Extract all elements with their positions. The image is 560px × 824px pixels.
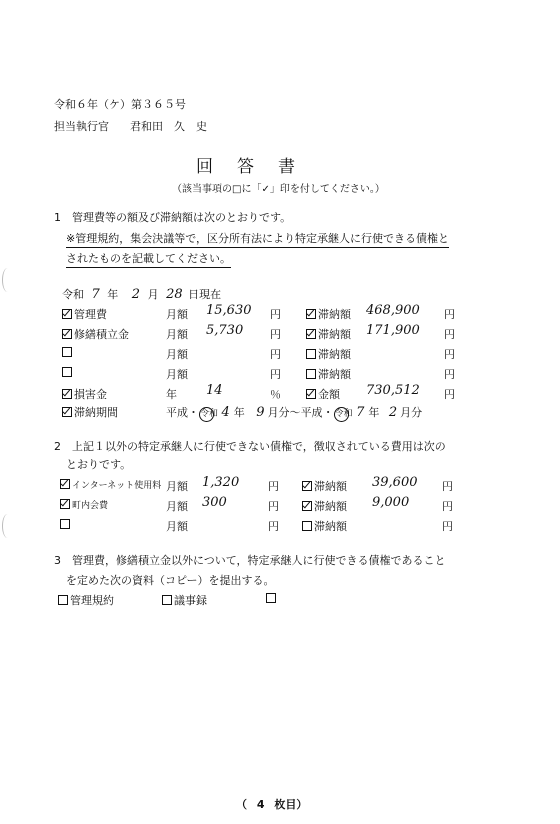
date-day-value: 28 <box>166 287 183 302</box>
row-checkbox[interactable] <box>62 329 72 339</box>
period-range <box>166 404 422 422</box>
era-separator: ・ <box>322 406 334 419</box>
year-suffix: 年 <box>368 406 380 419</box>
case-number: 令和６年（ケ）第３６５号 <box>54 98 186 111</box>
arrears-amount: 171,900 <box>366 323 420 338</box>
fee-amount: 1,320 <box>202 475 240 490</box>
period-era-b: 平成 <box>300 406 323 419</box>
fee-period: 月額 <box>166 480 188 493</box>
fee-row-label <box>62 326 129 342</box>
fee-period: 月額 <box>166 328 188 341</box>
fee-unit: 円 <box>268 520 279 533</box>
date-day-suffix: 日現在 <box>188 288 222 301</box>
section2-heading-line2: とおりです。 <box>66 458 132 471</box>
month-suffix: 月分 <box>400 406 423 419</box>
section3-heading-line2: を定めた次の資料（コピー）を提出する。 <box>66 574 275 587</box>
binder-hole-mark <box>2 268 13 292</box>
option-label: 議事録 <box>174 594 207 607</box>
arrears-label-text: 滞納額 <box>314 520 347 533</box>
arrears-label <box>306 326 351 342</box>
arrears-amount: 468,900 <box>366 303 420 318</box>
reiwa-circled-b: 令和 <box>334 407 349 422</box>
section2-heading-line1: 2 上記１以外の特定承継人に行使できない債権で，徴収されている費用は次の <box>54 440 446 453</box>
arrears-amount: 9,000 <box>372 495 410 510</box>
fee-period: 年 <box>166 388 177 401</box>
arrears-label <box>302 498 347 514</box>
year-suffix: 年 <box>233 406 245 419</box>
fee-amount: 300 <box>202 495 227 510</box>
arrears-checkbox[interactable] <box>306 329 316 339</box>
fee-row-label <box>62 346 74 359</box>
period-year-b: 7 <box>356 405 365 420</box>
arrears-checkbox[interactable] <box>306 369 316 379</box>
arrears-label-text: 滞納額 <box>318 328 351 341</box>
arrears-label <box>302 478 347 494</box>
arrears-label <box>306 306 351 322</box>
arrears-amount: 730,512 <box>366 383 420 398</box>
period-row <box>62 404 118 420</box>
date-year-value: 7 <box>91 287 100 302</box>
fee-period: 月額 <box>166 348 188 361</box>
page-footer <box>236 796 307 812</box>
arrears-unit: 円 <box>444 348 455 361</box>
section1-note-line1: ※管理規約，集会決議等で，区分所有法により特定承継人に行使できる債権と <box>66 230 449 248</box>
row-checkbox[interactable] <box>60 499 70 509</box>
arrears-unit: 円 <box>442 480 453 493</box>
fee-row-label <box>60 478 161 491</box>
arrears-checkbox[interactable] <box>302 481 312 491</box>
era-separator: ・ <box>188 406 199 419</box>
arrears-checkbox[interactable] <box>306 309 316 319</box>
fee-amount: 5,730 <box>206 323 244 338</box>
arrears-label <box>306 386 340 402</box>
date-month-suffix: 月 <box>147 288 159 301</box>
fee-label: 損害金 <box>74 388 107 401</box>
month-suffix: 月分〜 <box>267 406 301 419</box>
period-month-a: 9 <box>256 405 265 420</box>
document-title: 回答書 <box>196 157 319 177</box>
fee-label: 管理費 <box>74 308 107 321</box>
date-year-suffix: 年 <box>107 288 119 301</box>
fee-unit: ％ <box>270 388 281 401</box>
fee-unit: 円 <box>270 368 281 381</box>
arrears-label-text: 金額 <box>318 388 340 401</box>
arrears-label-text: 滞納額 <box>314 480 347 493</box>
fee-unit: 円 <box>270 348 281 361</box>
date-era: 令和 <box>62 288 84 301</box>
arrears-label <box>306 366 351 382</box>
period-checkbox[interactable] <box>62 407 72 417</box>
fee-period: 月額 <box>166 500 188 513</box>
section3-heading-line1: 3 管理費，修繕積立金以外について，特定承継人に行使できる債権であること <box>54 554 446 567</box>
fee-label: 町内会費 <box>72 501 109 511</box>
document-option <box>162 592 207 608</box>
fee-label: 修繕積立金 <box>74 328 129 341</box>
fee-unit: 円 <box>268 500 279 513</box>
document-option <box>58 592 114 608</box>
row-checkbox[interactable] <box>62 389 72 399</box>
arrears-amount: 39,600 <box>372 475 418 490</box>
section1-heading: 1 管理費等の額及び滞納額は次のとおりです。 <box>54 211 292 224</box>
reiwa-circled-a: 令和 <box>199 407 214 422</box>
fee-amount: 15,630 <box>206 303 252 318</box>
as-of-date <box>62 286 221 302</box>
fee-label: インターネット使用料 <box>72 481 162 491</box>
fee-row-label <box>62 306 107 322</box>
arrears-label-text: 滞納額 <box>318 348 351 361</box>
arrears-checkbox[interactable] <box>306 389 316 399</box>
period-label: 滞納期間 <box>74 406 118 419</box>
fee-row-label <box>62 386 107 402</box>
fee-row-label <box>62 366 74 379</box>
footer-close: 枚目） <box>274 798 308 811</box>
row-checkbox[interactable] <box>62 367 72 377</box>
arrears-unit: 円 <box>442 500 453 513</box>
fee-period: 月額 <box>166 368 188 381</box>
footer-open: （ <box>236 798 247 811</box>
arrears-unit: 円 <box>444 368 455 381</box>
arrears-label-text: 滞納額 <box>318 368 351 381</box>
arrears-checkbox[interactable] <box>306 349 316 359</box>
option-checkbox[interactable] <box>58 595 68 605</box>
row-checkbox[interactable] <box>62 309 72 319</box>
instruction-text: （該当事項の□に「✓」印を付してください。） <box>172 184 385 195</box>
option-label: 管理規約 <box>70 594 114 607</box>
arrears-checkbox[interactable] <box>302 501 312 511</box>
arrears-unit: 円 <box>444 308 455 321</box>
fee-row-label <box>60 498 108 511</box>
fee-unit: 円 <box>268 480 279 493</box>
arrears-label-text: 滞納額 <box>318 308 351 321</box>
arrears-label <box>302 518 347 534</box>
row-checkbox[interactable] <box>60 519 70 529</box>
fee-amount: 14 <box>206 383 223 398</box>
fee-period: 月額 <box>166 520 188 533</box>
period-era-a: 平成 <box>166 406 188 419</box>
fee-row-label <box>60 518 72 531</box>
officer-label: 担当執行官 <box>54 120 109 133</box>
option-checkbox[interactable] <box>266 593 276 603</box>
arrears-checkbox[interactable] <box>302 521 312 531</box>
period-month-b: 2 <box>388 405 398 420</box>
arrears-unit: 円 <box>444 328 455 341</box>
option-checkbox[interactable] <box>162 595 172 605</box>
fee-period: 月額 <box>166 308 188 321</box>
arrears-label <box>306 346 351 362</box>
binder-hole-mark <box>2 514 13 538</box>
page-number: 4 <box>256 798 265 811</box>
arrears-label-text: 滞納額 <box>314 500 347 513</box>
fee-unit: 円 <box>270 328 281 341</box>
officer-name: 君和田 久 史 <box>130 120 207 133</box>
period-year-a: 4 <box>221 405 230 420</box>
arrears-unit: 円 <box>444 388 455 401</box>
row-checkbox[interactable] <box>60 479 70 489</box>
row-checkbox[interactable] <box>62 347 72 357</box>
section1-note-line2: されたものを記載してください。 <box>66 250 231 268</box>
arrears-unit: 円 <box>442 520 453 533</box>
document-option <box>266 592 278 605</box>
fee-unit: 円 <box>270 308 281 321</box>
date-month-value: 2 <box>131 287 141 302</box>
